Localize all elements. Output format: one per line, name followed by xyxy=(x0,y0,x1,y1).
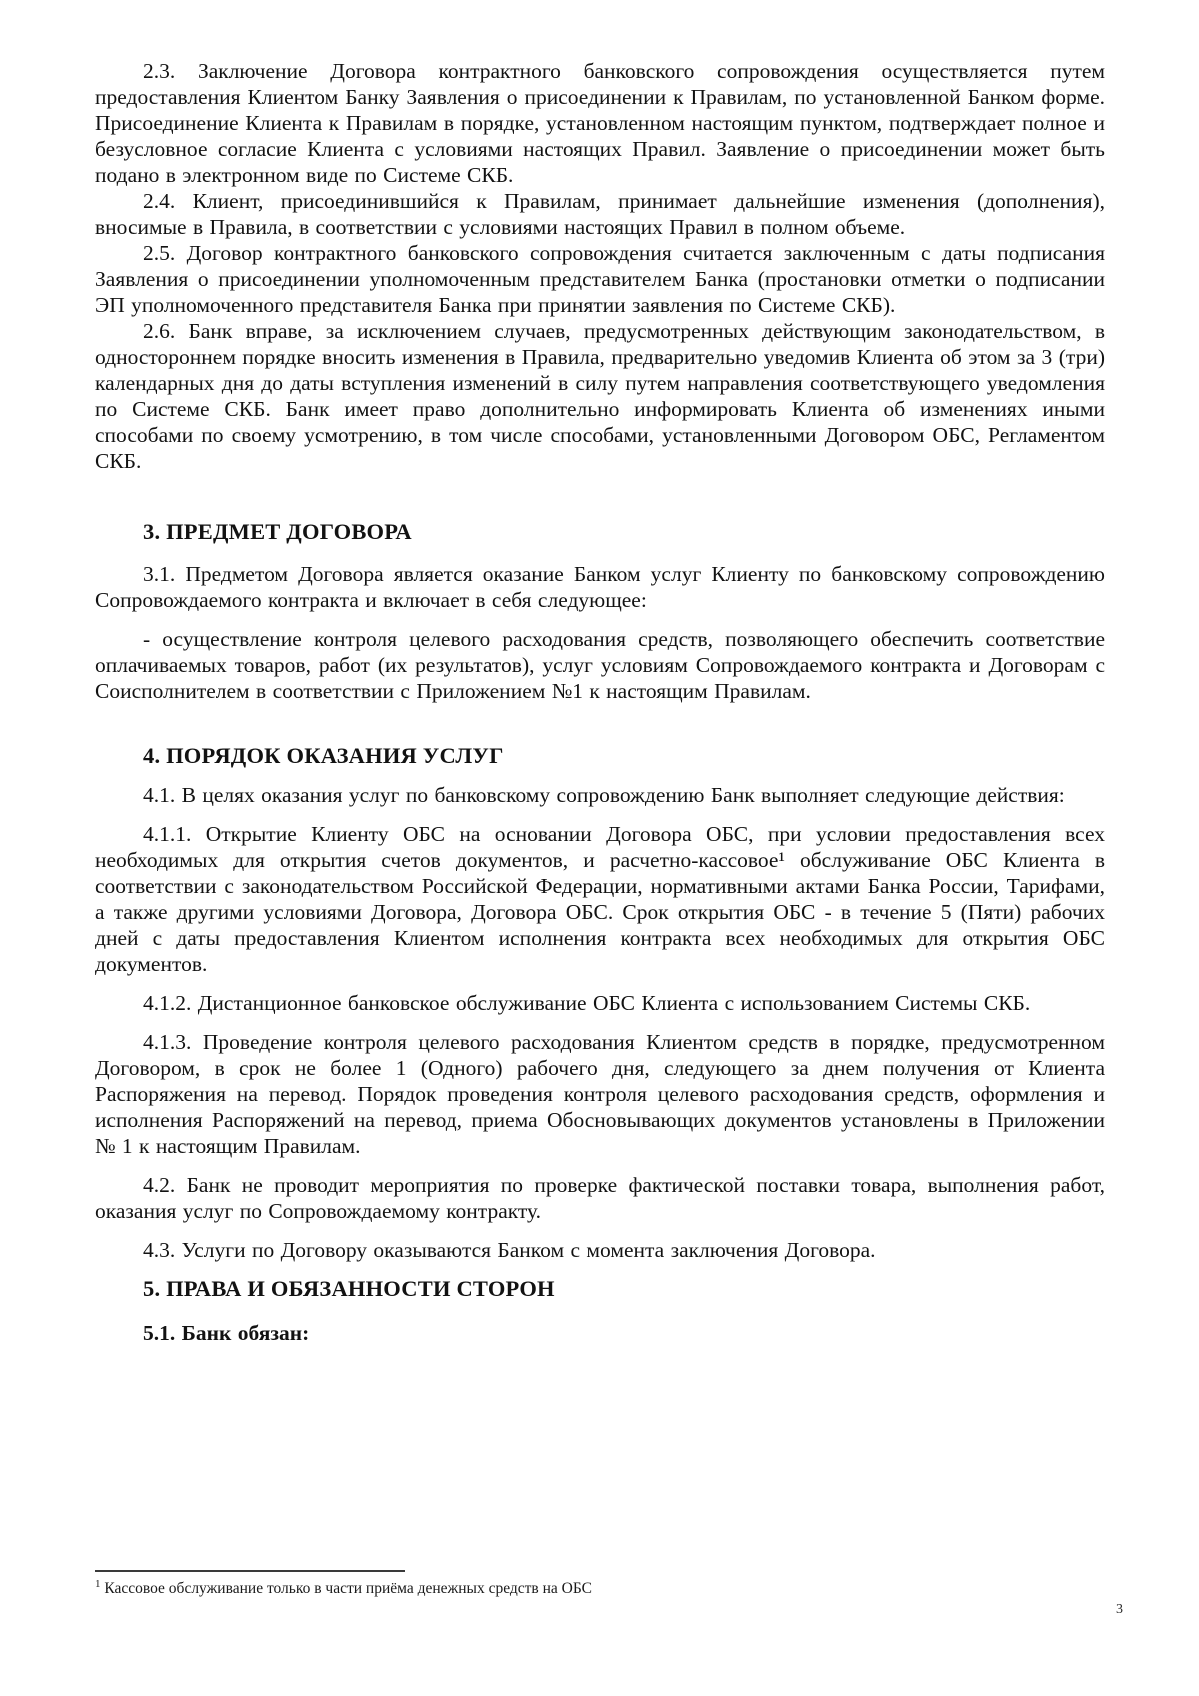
footnote-area xyxy=(95,1570,1105,1598)
paragraph-5-1: 5.1. Банк обязан: xyxy=(143,1321,310,1345)
footnote-separator-rule xyxy=(95,1570,405,1572)
footnote-text: Кассовое обслуживание только в части приёма денежных средств на ОБС xyxy=(100,1580,592,1597)
section-heading-4: 4. ПОРЯДОК ОКАЗАНИЯ УСЛУГ xyxy=(143,743,504,768)
paragraph-2-5: 2.5. Договор контрактного банковского сопровождения считается заключенным с даты подписания Заявления о присоединении уполномоченным представителем Банка (простановки отметки о подписании ЭП уполномоченного представителя Банка при принятии заявления по Системе СКБ). xyxy=(95,241,1105,317)
paragraph-2-3: 2.3. Заключение Договора контрактного банковского сопровождения осуществляется путем предоставления Клиентом Банку Заявления о присоединении к Правилам, по установленной Банком форме. Присоединение Клиента к Правилам в порядке, установленном настоящим пунктом, подтверждает полное и безусловное согласие Клиента с условиями настоящих Правил. Заявление о присоединении может быть подано в электронном виде по Системе СКБ. xyxy=(95,59,1105,187)
section-heading-3: 3. ПРЕДМЕТ ДОГОВОРА xyxy=(143,519,412,544)
section-heading-5: 5. ПРАВА И ОБЯЗАННОСТИ СТОРОН xyxy=(143,1276,555,1301)
paragraph-4-1-2: 4.1.2. Дистанционное банковское обслуживание ОБС Клиента с использованием Системы СКБ. xyxy=(143,991,1031,1015)
page-number: 3 xyxy=(1116,1602,1123,1617)
paragraph-4-1: 4.1. В целях оказания услуг по банковскому сопровождению Банк выполняет следующие действия: xyxy=(143,783,1065,807)
paragraph-3-1-list-item: - осуществление контроля целевого расходования средств, позволяющего обеспечить соответствие оплачиваемых товаров, работ (их результатов), услуг условиям Сопровождаемого контракта и Договорам с Соисполнителем в соответствии с Приложением №1 к настоящим Правилам. xyxy=(95,627,1105,703)
paragraph-2-6: 2.6. Банк вправе, за исключением случаев, предусмотренных действующим законодательством, в одностороннем порядке вносить изменения в Правила, предварительно уведомив Клиента об этом за 3 (три) календарных дня до даты вступления изменений в силу путем направления соответствующего уведомления по Системе СКБ. Банк имеет право дополнительно информировать Клиента об изменениях иными способами по своему усмотрению, в том числе способами, установленными Договором ОБС, Регламентом СКБ. xyxy=(95,319,1105,473)
paragraph-4-3: 4.3. Услуги по Договору оказываются Банком с момента заключения Договора. xyxy=(143,1238,876,1262)
paragraph-4-1-1: 4.1.1. Открытие Клиенту ОБС на основании Договора ОБС, при условии предоставления всех необходимых для открытия счетов документов, и расчетно-кассовое¹ обслуживание ОБС Клиента в соответствии с законодательством Российской Федерации, нормативными актами Банка России, Тарифами, а также другими условиями Договора, Договора ОБС. Срок открытия ОБС - в течение 5 (Пяти) рабочих дней с даты предоставления Клиентом исполнения контракта всех необходимых для открытия ОБС документов. xyxy=(95,822,1105,976)
footnote xyxy=(95,1579,1105,1598)
paragraph-3-1: 3.1. Предметом Договора является оказание Банком услуг Клиенту по банковскому сопровождению Сопровождаемого контракта и включает в себя следующее: xyxy=(95,562,1105,612)
paragraph-2-4: 2.4. Клиент, присоединившийся к Правилам, принимает дальнейшие изменения (дополнения), вносимые в Правила, в соответствии с условиями настоящих Правил в полном объеме. xyxy=(95,189,1105,239)
document-body xyxy=(95,58,1105,1346)
footnote-marker: 1 xyxy=(95,1577,101,1590)
paragraph-4-1-3: 4.1.3. Проведение контроля целевого расходования Клиентом средств в порядке, предусмотренном Договором, в срок не более 1 (Одного) рабочего дня, следующего за днем получения от Клиента Распоряжения на перевод. Порядок проведения контроля целевого расходования средств, оформления и исполнения Распоряжений на перевод, приема Обосновывающих документов установлены в Приложении № 1 к настоящим Правилам. xyxy=(95,1030,1105,1158)
paragraph-4-2: 4.2. Банк не проводит мероприятия по проверке фактической поставки товара, выполнения работ, оказания услуг по Сопровождаемому контракту. xyxy=(95,1173,1105,1223)
